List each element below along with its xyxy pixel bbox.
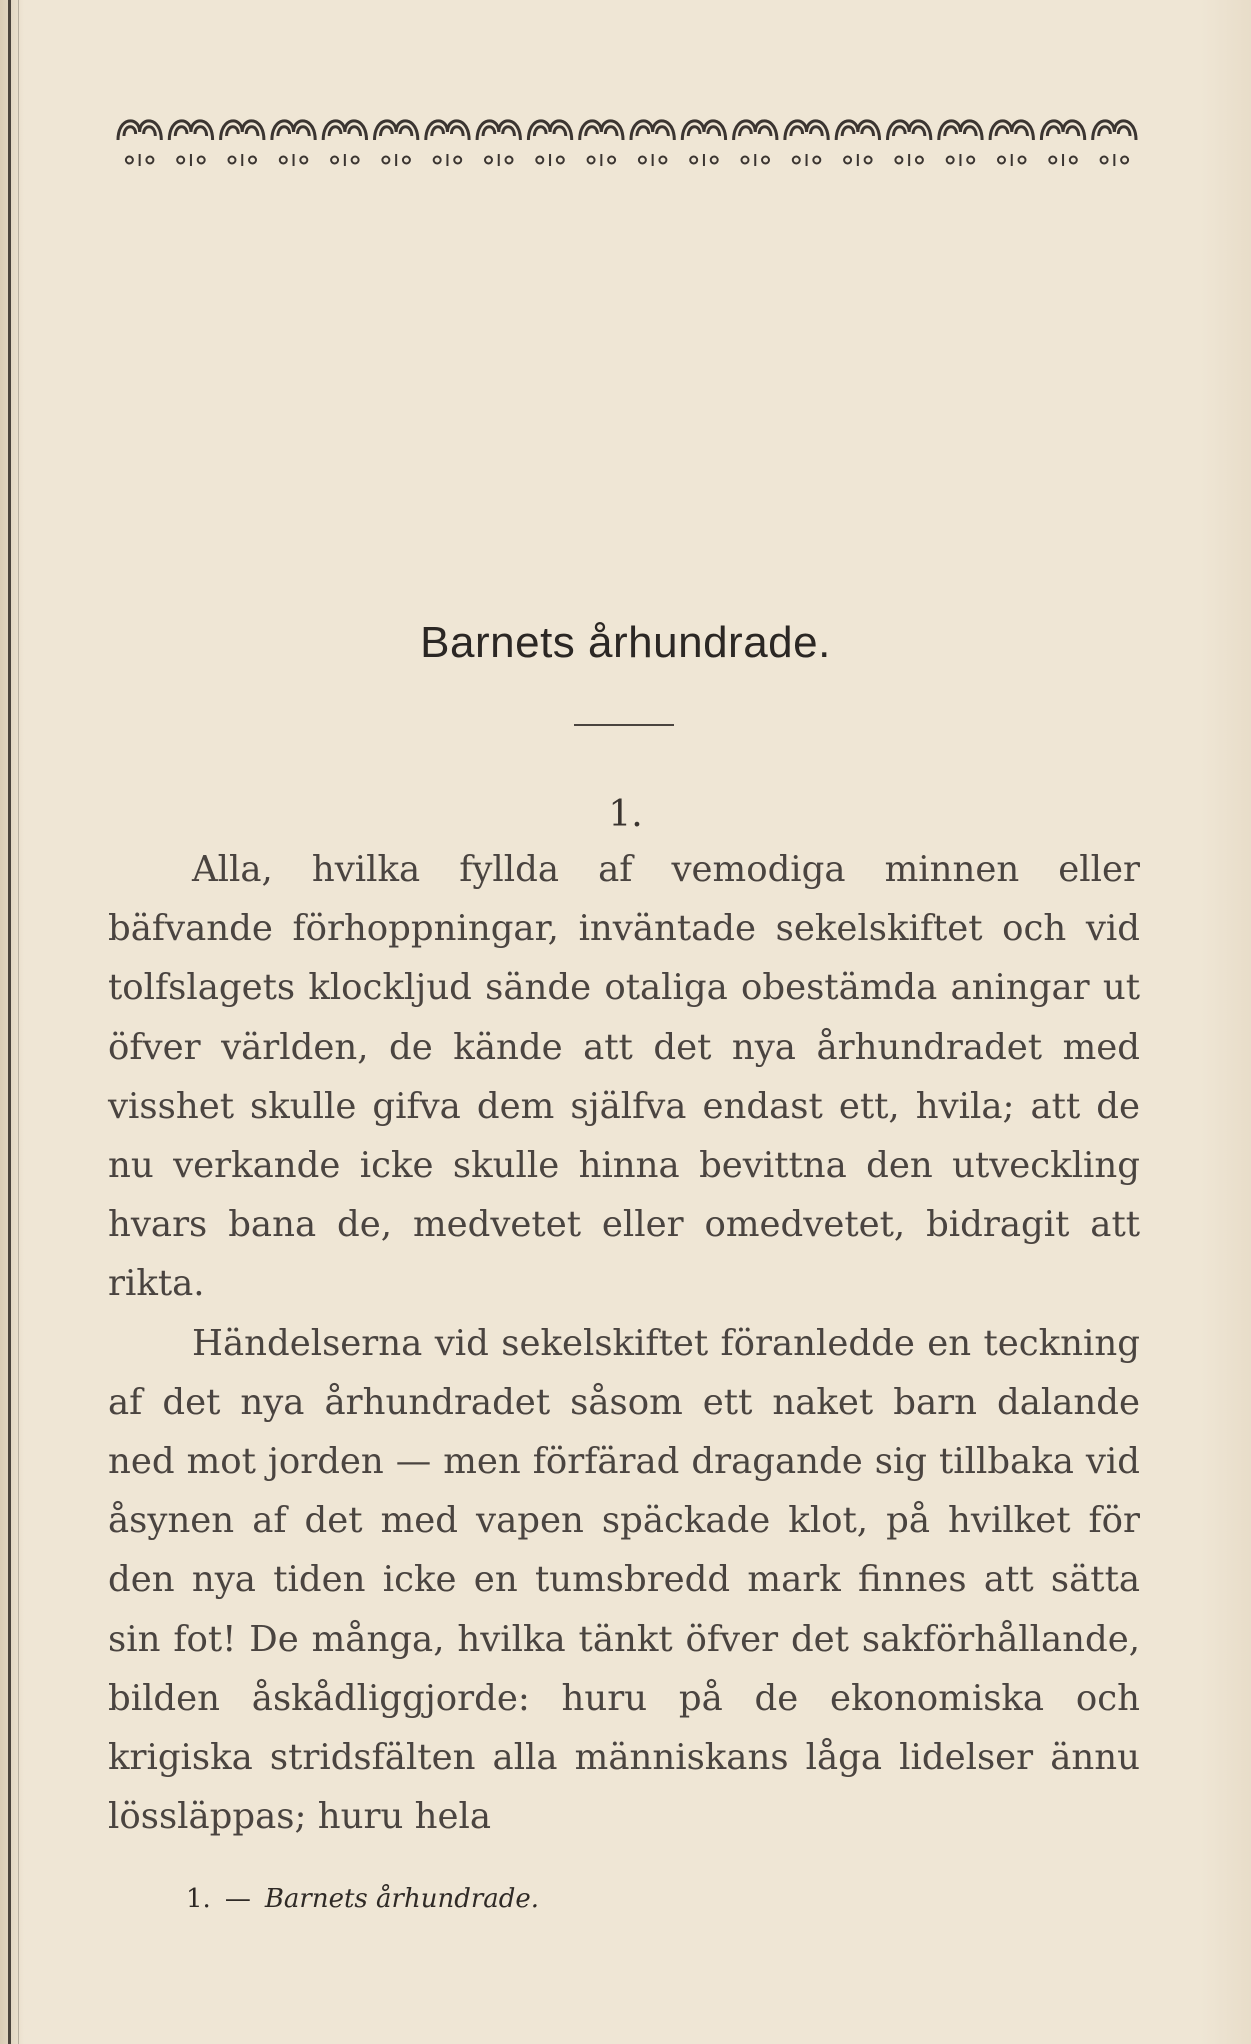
ornament-scroll [1041,121,1084,166]
ornament-scroll [682,121,725,166]
binding-edge [8,0,11,2044]
ornament-scroll [580,121,623,166]
binding-shadow [18,0,19,2044]
title-rule [574,724,674,726]
footer-number: 1. [186,1884,211,1914]
ornament-scroll [836,121,879,166]
paragraph-1: Alla, hvilka fyllda af vemodiga minnen eller bäfvande förhoppningar, inväntade sekelskiftet och vid tolfslagets klockljud sände otaliga obestämda aningar ut öfver världen, de kände att det nya århundradet med visshet skulle gifva dem själfva endast ett, hvila; att de nu verkande icke skulle hinna bevittna den utveckling hvars bana de, medvetet eller omedvetet, bidragit att rikta. [108,849,1140,1305]
footer-dash: — [224,1884,251,1914]
paragraph-2: Händelserna vid sekelskiftet föranledde en teckning af det nya århundradet såsom ett naket barn dalande ned mot jorden — men förfärad dragande sig tillbaka vid åsynen af det med vapen späckade klot, på hvilket för den nya tiden icke en tumsbredd mark finnes att sätta sin fot! De många, hvilka tänkt öfver det sakförhållande, bilden åskådliggjorde: huru på de ekonomiska och krigiska stridsfälten alla människans låga lidelser ännu lössläppas; huru hela [108,1322,1140,1838]
section-number: 1. [608,794,643,835]
ornament-scroll [990,121,1033,166]
ornament-scroll [375,121,418,166]
ornament-scroll [1093,121,1136,166]
footer-title: Barnets århundrade. [264,1884,540,1914]
ornament-scroll [169,121,212,166]
ornament-scroll [734,121,777,166]
ornament-scroll [785,121,828,166]
body-text [108,840,1140,1846]
ornament-scroll [528,121,571,166]
ornament-scroll [631,121,674,166]
decorative-header-border [114,110,1140,172]
ornament-scroll [426,121,469,166]
ornament-scroll [221,121,264,166]
footer-signature [186,1884,539,1914]
ornament-scroll [118,121,161,166]
ornament-scroll [888,121,931,166]
ornament-scroll [272,121,315,166]
ornament-scroll [477,121,520,166]
ornament-scroll [323,121,366,166]
page-title: Barnets århundrade. [420,618,831,667]
ornament-scroll [939,121,982,166]
